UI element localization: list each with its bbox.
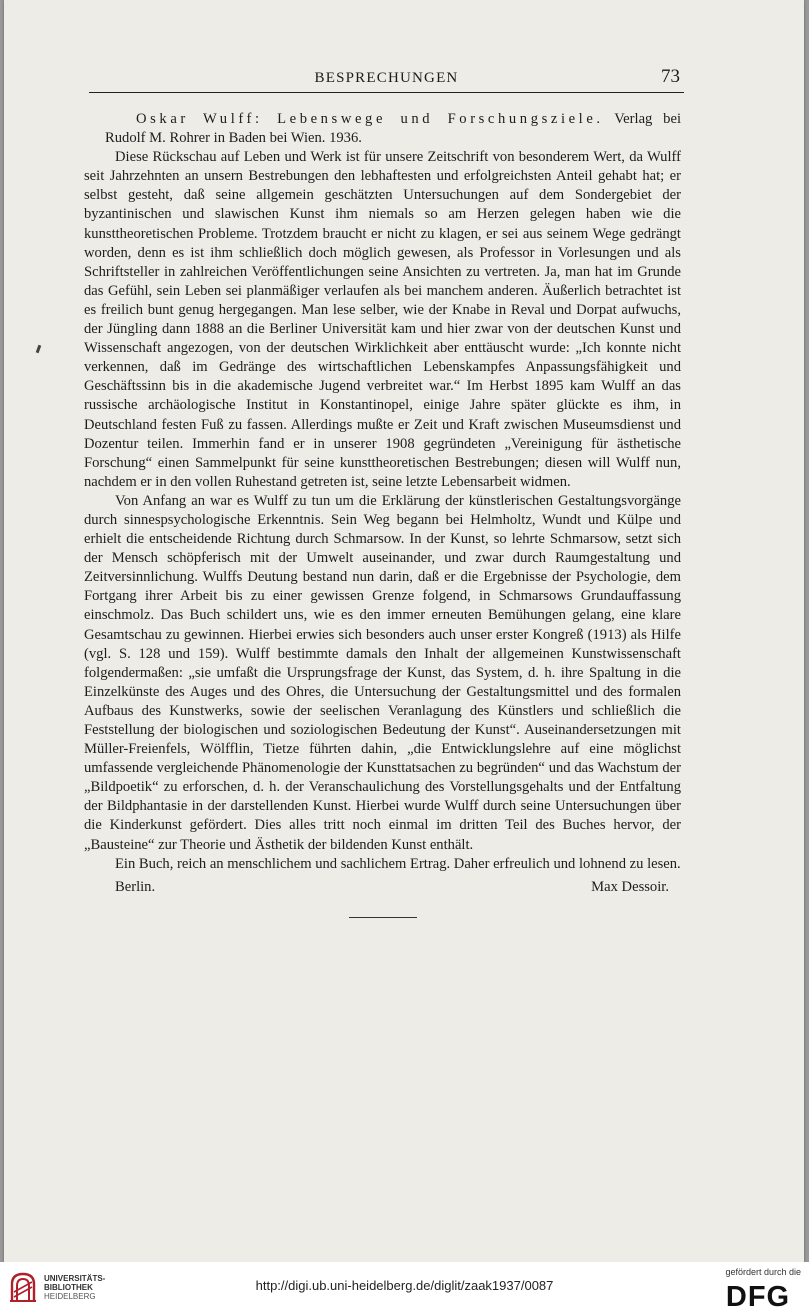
margin-mark bbox=[36, 345, 42, 354]
book-author-title: Oskar Wulff: Lebenswege und Forschungsziele. bbox=[136, 111, 604, 127]
scanned-page bbox=[4, 0, 804, 1262]
running-header bbox=[89, 66, 684, 93]
review-paragraph-3: Ein Buch, reich an menschlichem und sachlichem Ertrag. Daher erfreulich und lohnend zu lesen. bbox=[115, 855, 681, 872]
section-end-rule bbox=[349, 917, 417, 918]
library-line-3: HEIDELBERG bbox=[44, 1292, 96, 1301]
library-line-1: UNIVERSITÄTS- bbox=[44, 1274, 106, 1283]
page-number: 73 bbox=[661, 66, 680, 87]
book-publisher: Verlag bei Rudolf M. Rohrer in Baden bei Wien. 1936. bbox=[105, 111, 681, 147]
funder-name: DFG bbox=[725, 1281, 791, 1309]
funding-caption: gefördert durch die bbox=[725, 1267, 801, 1277]
review-paragraph-2: Von Anfang an war es Wulff zu tun um die Erklärung der künstlerischen Gestaltungsvorgänge durch sinnespsychologische Erkenntnis. Sein Weg begann bei Helmholtz, Wundt und Külpe und erhielt die entscheidende Richtung durch Schmarsow. In der Kunst, so lehrte Schmarsow, setzt sich der Mensch schöpferisch mit der Umwelt auseinander, und zwar durch Raumgestaltung und Zeitversinnlichung. Wulffs Deutung bestand nun darin, daß er die Ergebnisse der Psychologie, dem Fortgang ihrer Arbeit bis zu einer gewissen Grenze folgend, in Schmarsows Grundauffassung einschmolz. Das Buch schildert uns, wie es den immer erneuten Bemühungen gelang, eine klare Gesamtschau zu gewinnen. Hierbei erwies sich besonders auch unser erster Kongreß (1913) als Hilfe (vgl. S. 128 und 159). Wulff bestimmte damals den Inhalt der allgemeinen Kunstwissenschaft folgendermaßen: „sie umfaßt die Ursprungsfrage der Kunst, das System, d. h. ihre Spaltung in die Einzelkünste des Auges und des Ohres, die Untersuchung der Gestaltungsmittel und des formalen Aufbaus des Kunstwerks, sowie der seelischen Veranlagung des Künstlers und schließlich die Feststellung der biologischen und soziologischen Bedeutung der Kunst“. Auseinandersetzungen mit Müller-Freienfels, Wölfflin, Tietze führten dahin, „die Entwicklungslehre auf eine möglichst umfassende vergleichende Phänomenologie der Kunsttatsachen zu begründen“ und das Wachstum der „Bildpoetik“ zu erforschen, d. h. der Veranschaulichung des Vorstellungsgehalts und der Entfaltung der Bildphantasie in der darstellenden Kunst. Hierbei wurde Wulff durch seine Untersuchungen über die Kinderkunst gefördert. Dies alles tritt noch einmal im dritten Teil des Buches hervor, der „Bausteine“ zur Theorie und Ästhetik der bildenden Kunst enthält. bbox=[84, 492, 681, 853]
review-signoff bbox=[84, 878, 681, 897]
review-paragraph-1: Diese Rückschau auf Leben und Werk ist für unsere Zeitschrift von besonderem Wert, da Wulff seit Jahrzehnten an unsern Bestrebungen den lebhaftesten und erfolgreichsten Anteil gehabt hat; er selbst gesteht, daß seine allgemein geschätzten Untersuchungen auf dem Sondergebiet der byzantinischen und slawischen Kunst ihm niemals so am Herzen gelegen haben wie die kunsttheoretischen Probleme. Trotzdem braucht er nicht zu klagen, er sei aus seinem Wege gedrängt worden, denn es ist ihm schließlich doch möglich gewesen, als Professor in Vorlesungen und als Schriftsteller in zahlreichen Veröffentlichungen seine Ansichten zu vertreten. Ja, man hat im Grunde das Gefühl, sein Leben sei planmäßiger verlaufen als bei manchem anderen. Äußerlich betrachtet ist es freilich bunt genug hergegangen. Man lese selber, wie der Knabe in Reval und Dorpat aufwuchs, der Jüngling dann 1888 an die Berliner Universität kam und hier zwar von der deutschen Kunst und Wissenschaft angezogen, von der deutschen Wirklichkeit aber enttäuscht wurde: „Ich konnte nicht verkennen, daß im Gedränge des wirtschaftlichen Lebenskampfes Anpassungsfähigkeit und Geschäftssinn bis in die akademische Jugend verbreitet war.“ Im Herbst 1895 kam Wulff an das russische archäologische Institut in Konstantinopel, einige Jahre später glückte es ihm, in Deutschland festen Fuß zu fassen. Allerdings mußte er Zeit und Kraft zwischen Museumsdienst und Dozentur teilen. Immerhin fand er in unserer 1908 gegründeten „Vereinigung für ästhetische Forschung“ einen Sammelpunkt für seine kunsttheoretischen Bestrebungen; diesen will Wulff nun, nachdem er in den vollen Ruhestand getreten ist, seine letzte Lebensarbeit widmen. bbox=[84, 149, 681, 490]
running-title: BESPRECHUNGEN bbox=[314, 70, 459, 86]
review-citation bbox=[84, 110, 681, 148]
dfg-logo-icon bbox=[717, 1281, 799, 1309]
digitization-footer bbox=[0, 1262, 809, 1315]
source-url-link[interactable]: http://digi.ub.uni-heidelberg.de/diglit/zaak1937/0087 bbox=[255, 1278, 554, 1293]
library-line-2: BIBLIOTHEK bbox=[44, 1283, 93, 1292]
review-place: Berlin. bbox=[115, 878, 156, 895]
reviewer-name: Max Dessoir. bbox=[591, 878, 669, 895]
review-body bbox=[84, 110, 681, 918]
